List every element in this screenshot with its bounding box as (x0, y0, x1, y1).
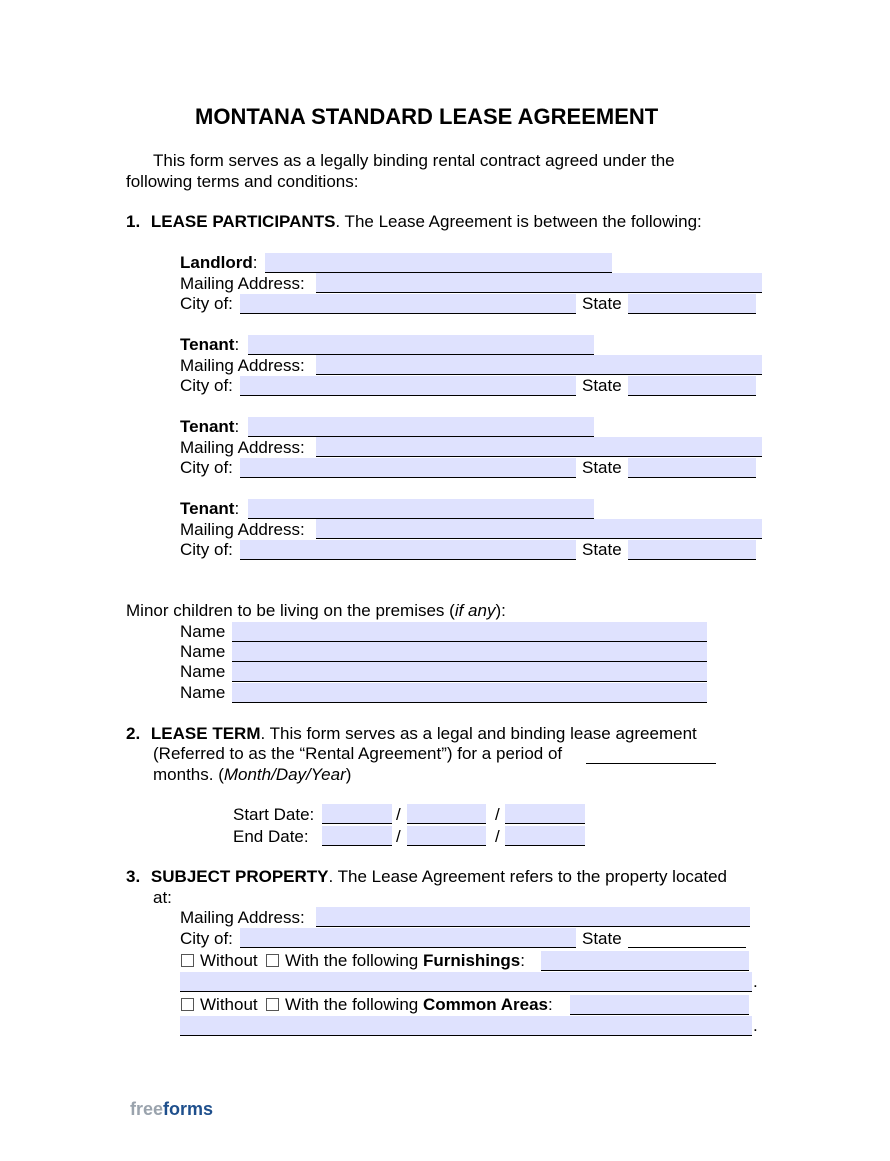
property-city-field[interactable] (240, 928, 576, 948)
state-label: State (582, 294, 622, 313)
landlord-state-field[interactable] (628, 294, 756, 314)
tenant-1-mailing-address-field[interactable] (316, 355, 762, 375)
tenant-label: Tenant: (180, 417, 240, 436)
minor-children-label: Minor children to be living on the premises (if any): (126, 601, 506, 620)
freeforms-logo: freeforms (130, 1099, 214, 1119)
name-label: Name (180, 622, 226, 641)
property-mailing-address-field[interactable] (316, 907, 750, 927)
name-label: Name (180, 683, 226, 702)
minor-name-field-2[interactable] (232, 642, 707, 662)
date-separator: / (396, 827, 401, 846)
city-label: City of: (180, 540, 233, 559)
without-common-areas-checkbox[interactable] (181, 998, 194, 1011)
section-3-heading (126, 867, 727, 887)
start-month-field[interactable] (322, 804, 392, 824)
minor-name-field-4[interactable] (232, 683, 707, 703)
mailing-address-label: Mailing Address: (180, 520, 305, 539)
tenant-1-name-field[interactable] (248, 335, 594, 355)
tenant-2-state-field[interactable] (628, 458, 756, 478)
tenant-1-state-field[interactable] (628, 376, 756, 396)
period-mark: . (753, 972, 758, 991)
section-title: SUBJECT PROPERTY (150, 867, 329, 886)
end-month-field[interactable] (322, 826, 392, 846)
landlord-label: Landlord: (180, 253, 258, 272)
tenant-3-city-field[interactable] (240, 540, 576, 560)
minor-name-field-3[interactable] (232, 662, 707, 682)
without-label: Without (200, 951, 258, 970)
furnishings-field[interactable] (541, 951, 749, 971)
tenant-label: Tenant: (180, 499, 240, 518)
end-date-label: End Date: (233, 827, 309, 846)
furnishings-label: With the following Furnishings: (285, 951, 525, 970)
landlord-mailing-address-field[interactable] (316, 273, 762, 293)
name-label: Name (180, 642, 226, 661)
end-day-field[interactable] (407, 826, 486, 846)
mailing-address-label: Mailing Address: (180, 356, 305, 375)
tenant-2-city-field[interactable] (240, 458, 576, 478)
date-separator: / (495, 805, 500, 824)
date-separator: / (396, 805, 401, 824)
start-day-field[interactable] (407, 804, 486, 824)
end-year-field[interactable] (505, 826, 585, 846)
landlord-city-field[interactable] (240, 294, 576, 314)
common-areas-field[interactable] (570, 995, 749, 1015)
mailing-address-label: Mailing Address: (180, 274, 305, 293)
section-number: 3. (126, 867, 141, 886)
without-furnishings-checkbox[interactable] (181, 954, 194, 967)
start-date-label: Start Date: (233, 805, 315, 824)
mailing-address-label: Mailing Address: (180, 438, 305, 457)
city-label: City of: (180, 294, 233, 313)
city-label: City of: (180, 376, 233, 395)
section-number: 2. (126, 724, 141, 743)
section-number: 1. (126, 212, 141, 231)
section-title: LEASE TERM (150, 724, 261, 743)
section-text: . The Lease Agreement refers to the property located (328, 867, 727, 886)
tenant-3-state-field[interactable] (628, 540, 756, 560)
city-label: City of: (180, 929, 233, 948)
tenant-2-name-field[interactable] (248, 417, 594, 437)
start-year-field[interactable] (505, 804, 585, 824)
state-label: State (582, 458, 622, 477)
lease-period-field[interactable] (586, 744, 716, 764)
tenant-3-name-field[interactable] (248, 499, 594, 519)
mailing-address-label: Mailing Address: (180, 908, 305, 927)
section-2-heading (126, 724, 697, 744)
tenant-2-mailing-address-field[interactable] (316, 437, 762, 457)
with-common-areas-checkbox[interactable] (266, 998, 279, 1011)
tenant-1-city-field[interactable] (240, 376, 576, 396)
intro-text: following terms and conditions: (126, 172, 359, 191)
property-state-field[interactable] (628, 928, 746, 948)
with-furnishings-checkbox[interactable] (266, 954, 279, 967)
section-text: months. (Month/Day/Year) (153, 765, 352, 784)
city-label: City of: (180, 458, 233, 477)
landlord-name-field[interactable] (265, 253, 612, 273)
date-separator: / (495, 827, 500, 846)
tenant-3-mailing-address-field[interactable] (316, 519, 762, 539)
section-1-heading (126, 212, 702, 232)
section-text: . The Lease Agreement is between the following: (335, 212, 702, 231)
common-areas-label: With the following Common Areas: (285, 995, 553, 1014)
furnishings-field-line-2[interactable] (180, 972, 752, 992)
section-title: LEASE PARTICIPANTS (150, 212, 336, 231)
minor-name-field-1[interactable] (232, 622, 707, 642)
page-title: MONTANA STANDARD LEASE AGREEMENT (195, 104, 659, 129)
section-text: at: (153, 888, 172, 907)
state-label: State (582, 376, 622, 395)
intro-text: This form serves as a legally binding rental contract agreed under the (153, 151, 675, 170)
section-text: (Referred to as the “Rental Agreement”) for a period of (153, 744, 563, 763)
period-mark: . (753, 1016, 758, 1035)
section-text: . This form serves as a legal and binding lease agreement (260, 724, 697, 743)
name-label: Name (180, 662, 226, 681)
state-label: State (582, 540, 622, 559)
tenant-label: Tenant: (180, 335, 240, 354)
state-label: State (582, 929, 622, 948)
common-areas-field-line-2[interactable] (180, 1016, 752, 1036)
without-label: Without (200, 995, 258, 1014)
